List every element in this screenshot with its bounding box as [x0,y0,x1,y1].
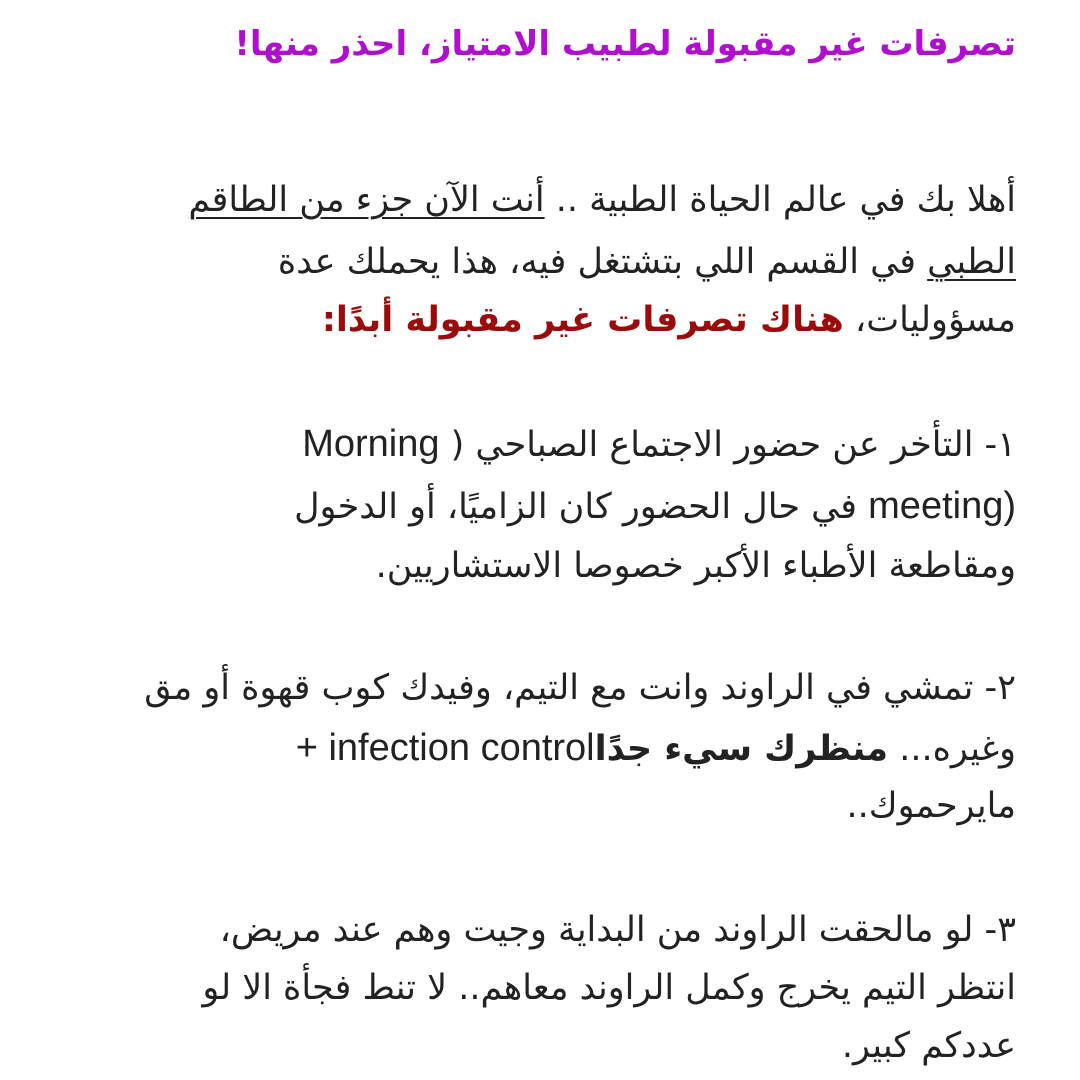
intro-text: مسؤوليات، [843,300,1016,340]
point-3-line-2: انتظر التيم يخرج وكمل الراوند معاهم.. لا تنط فجأة الا لو [202,968,1016,1008]
point-1-line-2 [294,476,1016,536]
intro-underlined-text: أنت الآن جزء من الطاقم [188,180,545,220]
point-1-line-3: ومقاطعة الأطباء الأكبر خصوصا الاستشاريين. [375,546,1016,586]
point-1-english-term: Morning [302,423,440,465]
intro-text: أهلا بك في عالم الحياة الطبية .. [544,180,1016,220]
point-2-english-term: + infection control [285,727,595,769]
intro-line-2 [278,232,1016,292]
intro-text: في القسم اللي بتشتغل فيه، هذا يحملك عدة [277,242,928,282]
point-1-line-1 [302,414,1016,474]
intro-underlined-text: الطبي [927,242,1016,282]
point-1-text: في حال الحضور كان الزاميًا، أو الدخول [294,487,869,527]
point-2-line-2 [285,718,1016,778]
point-2-line-3: مايرحموك.. [846,786,1016,826]
intro-line-3 [322,290,1016,350]
point-3-line-3: عددكم كبير. [841,1026,1016,1066]
point-3-line-1: ٣- لو مالحقت الراوند من البداية وجيت وهم عند مريض، [219,910,1016,950]
point-2-text: وغيره... [888,729,1016,769]
point-2-line-1: ٢- تمشي في الراوند وانت مع التيم، وفيدك كوب قهوة أو مق [144,668,1016,708]
point-1-english-term: meeting) [868,485,1016,527]
article-title: تصرفات غير مقبولة لطبيب الامتياز، احذر منها! [234,24,1016,64]
point-2-bold-text: منظرك سيء جدًا [594,729,889,769]
intro-highlight: هناك تصرفات غير مقبولة أبدًا: [321,300,844,340]
point-1-text: ١- التأخر عن حضور الاجتماع الصباحي ( [439,425,1016,465]
intro-line-1 [188,170,1016,230]
